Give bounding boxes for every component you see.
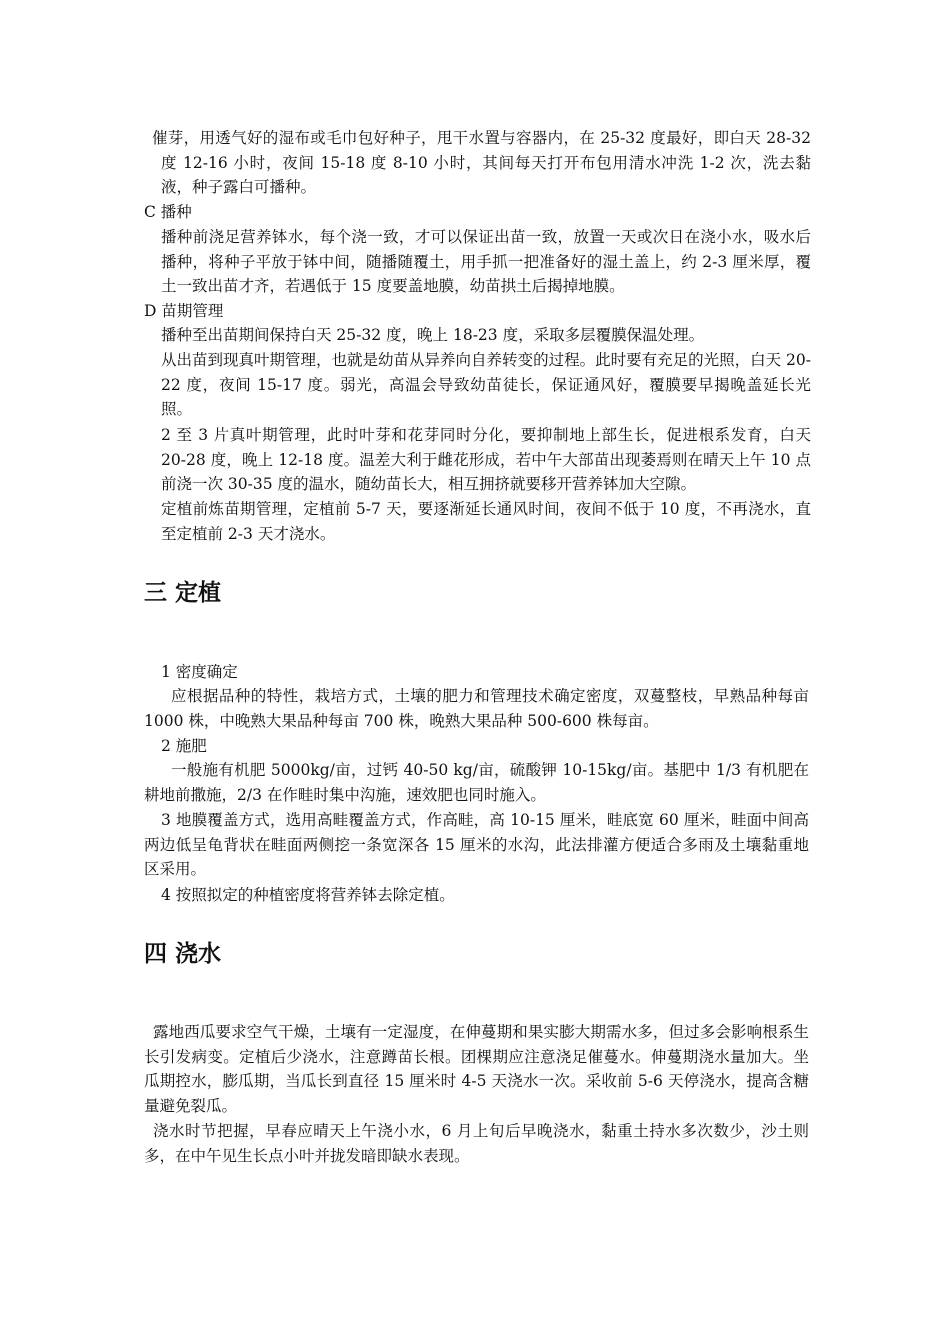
seedling-label: D 苗期管理 — [144, 302, 224, 320]
density-label: 1 密度确定 — [161, 663, 238, 681]
watering-paragraph-2: 浇水时节把握，早春应晴天上午浇小水，6 月上旬后早晚浇水，黏重土持水多次数少，沙土则多，在中午见生长点小叶并拢发暗即缺水表现。 — [144, 1122, 809, 1165]
section-4-title: 四 浇水 — [144, 941, 222, 967]
mulch-paragraph: 3 地膜覆盖方式，选用高畦覆盖方式，作高畦，高 10-15 厘米，畦底宽 60 厘米，畦面中间高两边低呈龟背状在畦面两侧挖一条宽深各 15 厘米的水沟，此法排灌方便适合多雨及土壤黏重地区采用。 — [144, 811, 809, 878]
seedling-paragraph-4: 定植前炼苗期管理，定植前 5-7 天，要逐渐延长通风时间，夜间不低于 10 度，不再浇水，直至定植前 2-3 天才浇水。 — [161, 500, 811, 543]
density-paragraph: 应根据品种的特性，栽培方式，土壤的肥力和管理技术确定密度，双蔓整枝，早熟品种每亩 1000 株，中晚熟大果品种每亩 700 株，晚熟大果品种 500-600 株每亩。 — [144, 687, 809, 730]
seedling-paragraph-1: 播种至出苗期间保持白天 25-32 度，晚上 18-23 度，采取多层覆膜保温处理。 — [161, 326, 705, 344]
fertilize-label: 2 施肥 — [161, 737, 207, 755]
seedling-paragraph-3: 2 至 3 片真叶期管理，此时叶芽和花芽同时分化，要抑制地上部生长，促进根系发育，白天 20-28 度，晚上 12-18 度。温差大利于雌花形成，若中午大部苗出现萎焉则在晴天上午 10 点前浇一次 30-35 度的温水，随幼苗长大，相互拥挤就要移开营养钵加大空隙。 — [161, 426, 811, 493]
sowing-paragraph: 播种前浇足营养钵水，每个浇一致，才可以保证出苗一致，放置一天或次日在浇小水，吸水后播种，将种子平放于钵中间，随播随覆土，用手抓一把准备好的湿土盖上，约 2-3 厘米厚，覆土一致出苗才齐，若遇低于 15 度要盖地膜，幼苗拱土后揭掉地膜。 — [161, 228, 811, 295]
germination-paragraph: 催芽，用透气好的湿布或毛巾包好种子，甩干水置与容器内，在 25-32 度最好，即白天 28-32 度 12-16 小时，夜间 15-18 度 8-10 小时，其间每天打开布包用清水冲洗 1-2 次，洗去黏液，种子露白可播种。 — [152, 129, 811, 196]
planting-paragraph: 4 按照拟定的种植密度将营养钵去除定植。 — [161, 886, 455, 904]
watering-paragraph-1: 露地西瓜要求空气干燥，土壤有一定湿度，在伸蔓期和果实膨大期需水多，但过多会影响根系生长引发病变。定植后少浇水，注意蹲苗长根。团棵期应注意浇足催蔓水。伸蔓期浇水量加大。坐瓜期控水，膨瓜期，当瓜长到直径 15 厘米时 4-5 天浇水一次。采收前 5-6 天停浇水，提高含糖量避免裂瓜。 — [144, 1023, 809, 1115]
sowing-label: C 播种 — [144, 203, 192, 221]
fertilize-paragraph: 一般施有机肥 5000kg/亩，过钙 40-50 kg/亩，硫酸钾 10-15kg/亩。基肥中 1/3 有机肥在耕地前撒施，2/3 在作畦时集中沟施，速效肥也同时施入。 — [144, 761, 809, 804]
seedling-paragraph-2: 从出苗到现真叶期管理，也就是幼苗从异养向自养转变的过程。此时要有充足的光照，白天 20-22 度，夜间 15-17 度。弱光，高温会导致幼苗徒长，保证通风好，覆膜要早揭晚盖延长光照。 — [161, 351, 811, 418]
section-3-title: 三 定植 — [144, 580, 222, 606]
